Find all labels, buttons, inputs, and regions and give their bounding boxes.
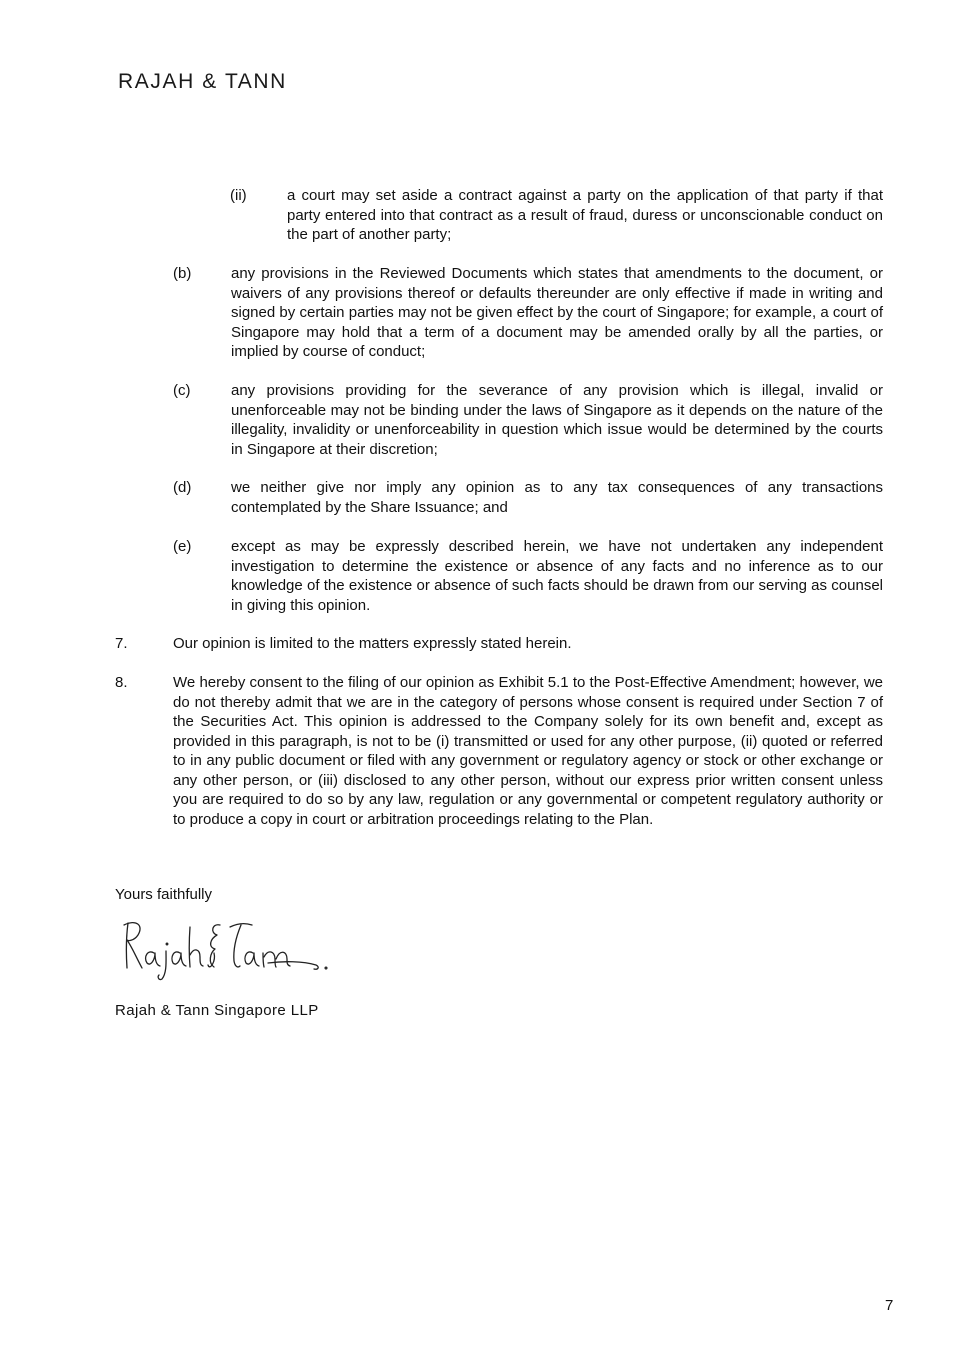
item-text-e: except as may be expressly described herein, we have not undertaken any independent investigation to determine the existence or absence of any facts and no inference as to our knowledge of the existence or absence of such facts should be drawn from our serving as counsel in giving this opinion. bbox=[231, 538, 883, 614]
item-text-d: we neither give nor imply any opinion as to any tax consequences of any transactions contemplated by the Share Issuance; and bbox=[231, 479, 883, 516]
item-label-c: (c) bbox=[173, 382, 191, 399]
item-label-ii: (ii) bbox=[230, 187, 247, 204]
item-label-e: (e) bbox=[173, 538, 192, 555]
item-text-c: any provisions providing for the severance of any provision which is illegal, invalid or unenforceable may not be binding under the laws of Singapore as it depends on the nature of the illegality, invalidity or unenforceability in question which issue would be determined by the courts in Singapore at their discretion; bbox=[231, 382, 883, 458]
paragraph-number-7: 7. bbox=[115, 635, 128, 652]
firm-name: Rajah & Tann Singapore LLP bbox=[115, 1002, 319, 1019]
item-text-ii: a court may set aside a contract against a party on the application of that party if that party entered into that contract as a result of fraud, duress or unconscionable conduct on the part of another party; bbox=[287, 187, 883, 243]
item-label-b: (b) bbox=[173, 265, 192, 282]
firm-logo: RAJAH & TANN bbox=[118, 70, 287, 93]
salutation: Yours faithfully bbox=[115, 886, 213, 903]
paragraph-text-8: We hereby consent to the filing of our opinion as Exhibit 5.1 to the Post-Effective Amendment; however, we do not thereby admit that we are in the category of persons whose consent is required under Section 7 of the Securities Act. This opinion is addressed to the Company solely for its own benefit and, except as provided in this paragraph, is not to be (i) transmitted or used for any other purpose, (ii) quoted or referred to in any public document or filed with any government or regulatory agency or stock or other exchange or any other person, or (iii) disclosed to any other person, without our express prior written consent unless you are required to do so by any law, regulation or any governmental or competent regulatory authority or to produce a copy in court or arbitration proceedings relating to the Plan. bbox=[173, 674, 883, 828]
page-number: 7 bbox=[885, 1297, 894, 1314]
paragraph-number-8: 8. bbox=[115, 674, 128, 691]
handwritten-signature bbox=[118, 913, 338, 983]
paragraph-text-7: Our opinion is limited to the matters expressly stated herein. bbox=[173, 635, 572, 652]
item-label-d: (d) bbox=[173, 479, 192, 496]
item-text-b: any provisions in the Reviewed Documents which states that amendments to the document, or waivers of any provisions thereof or defaults thereunder are only effective if made in writing and signed by certain parties may not be given effect by the court of Singapore; for example, a court of Singapore may hold that a term of a document may be amended orally by all the parties, or implied by course of conduct; bbox=[231, 265, 883, 360]
